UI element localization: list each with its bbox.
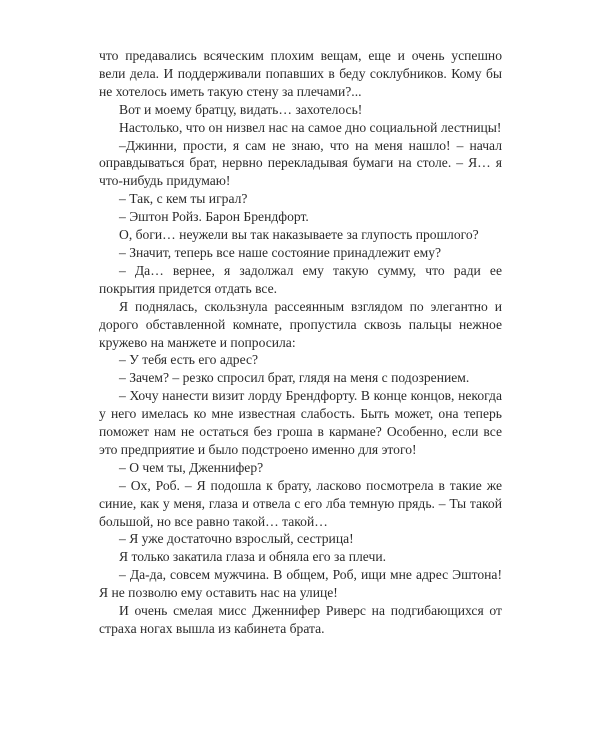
paragraph: –Джинни, прости, я сам не знаю, что на меня нашло! – начал оправдываться брат, нервно перекладывая бумаги на столе. – Я… я что-нибудь придумаю! xyxy=(99,137,502,189)
paragraph: Я только закатила глаза и обняла его за плечи. xyxy=(119,549,387,565)
paragraph: – Так, с кем ты играл? xyxy=(119,191,248,207)
paragraph: – Эштон Ройз. Барон Брендфорт. xyxy=(119,209,309,225)
paragraph: О, боги… неужели вы так наказываете за глупость прошлого? xyxy=(119,227,479,243)
paragraph: – Да… вернее, я задолжал ему такую сумму, что ради ее покрытия придется отдать все. xyxy=(99,262,502,296)
paragraph: Вот и моему братцу, видать… захотелось! xyxy=(119,101,363,117)
paragraph: – Значит, теперь все наше состояние принадлежит ему? xyxy=(119,244,442,260)
paragraph: – Ох, Роб. – Я подошла к брату, ласково посмотрела в такие же синие, как у меня, глаза и отвела с его лба темную прядь. – Ты такой большой, но все равно такой… такой… xyxy=(99,477,502,529)
paragraph: – Да-да, совсем мужчина. В общем, Роб, ищи мне адрес Эштона! Я не позволю ему оставить нас на улице! xyxy=(99,567,502,601)
paragraph: что предавались всяческим плохим вещам, еще и очень успешно вели дела. И поддерживали попавших в беду соклубников. Кому бы не хотелось иметь такую стену за плечами?... xyxy=(99,48,502,99)
paragraph: Настолько, что он низвел нас на самое дно социальной лестницы! xyxy=(119,119,502,135)
paragraph: Я поднялась, скользнула рассеянным взглядом по элегантно и дорого обставленной комнате, пропустила сквозь пальцы нежное кружево на манжете и попросила: xyxy=(99,298,502,350)
paragraph: – У тебя есть его адрес? xyxy=(119,352,259,368)
paragraph: – Хочу нанести визит лорду Брендфорту. В конце концов, некогда у него имелась ко мне известная слабость. Быть может, она теперь поможет нам не остаться без гроша в кармане? Особенно, если все это предприятие и было подстроено именно для этого! xyxy=(99,388,502,457)
page-body xyxy=(99,47,502,638)
paragraph: – О чем ты, Дженнифер? xyxy=(119,459,264,475)
paragraph: – Я уже достаточно взрослый, сестрица! xyxy=(119,531,354,547)
paragraph: И очень смелая мисс Дженнифер Риверс на подгибающихся от страха ногах вышла из кабинета брата. xyxy=(99,603,502,636)
paragraph: – Зачем? – резко спросил брат, глядя на меня с подозрением. xyxy=(119,370,470,386)
